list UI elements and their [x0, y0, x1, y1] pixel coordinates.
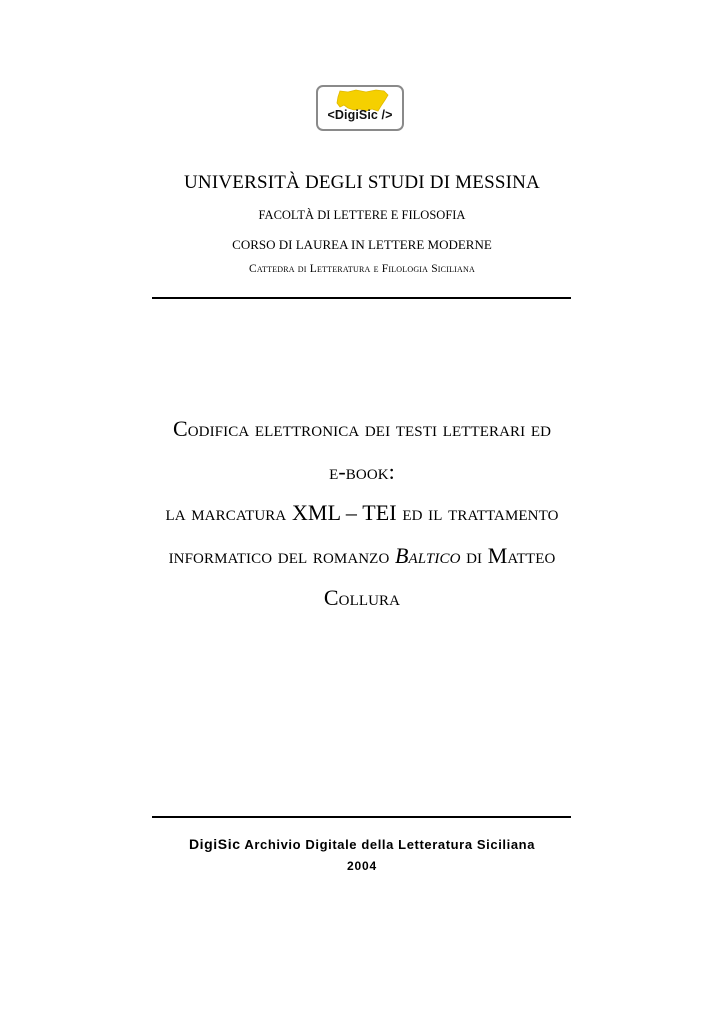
top-divider: [152, 297, 571, 299]
chair-name: Cattedra di Letteratura e Filologia Siciliana: [249, 263, 475, 275]
title-line-3: [0, 500, 724, 526]
footer-archive: [0, 836, 724, 852]
title-line-3-end: ed il trattamento: [396, 500, 559, 525]
title-line-4-start: informatico del romanzo: [168, 543, 395, 568]
footer-brand: DigiSic: [188, 836, 241, 852]
footer-archive-name: Archivio Digitale della Letteratura Siciliana: [240, 837, 536, 852]
digisic-logo: [316, 85, 404, 131]
title-line-2: e-book:: [329, 459, 395, 484]
degree-course: CORSO DI LAUREA IN LETTERE MODERNE: [232, 237, 492, 252]
title-xml-tei: XML – TEI: [291, 500, 397, 525]
title-line-4: [0, 543, 724, 569]
title-line-3-start: la marcatura: [165, 500, 292, 525]
footer-year: 2004: [347, 859, 377, 873]
title-line-1: Codifica elettronica dei testi letterari ed: [172, 416, 552, 441]
bottom-divider: [152, 816, 571, 818]
university-name: UNIVERSITÀ DEGLI STUDI DI MESSINA: [184, 172, 540, 193]
title-novel-name: Baltico: [394, 543, 461, 568]
title-line-5: Collura: [323, 585, 401, 610]
logo-text: <DigiSic />: [327, 108, 393, 122]
title-line-4-end: di Matteo: [460, 543, 556, 568]
faculty-name: FACOLTÀ DI LETTERE E FILOSOFIA: [258, 208, 466, 222]
